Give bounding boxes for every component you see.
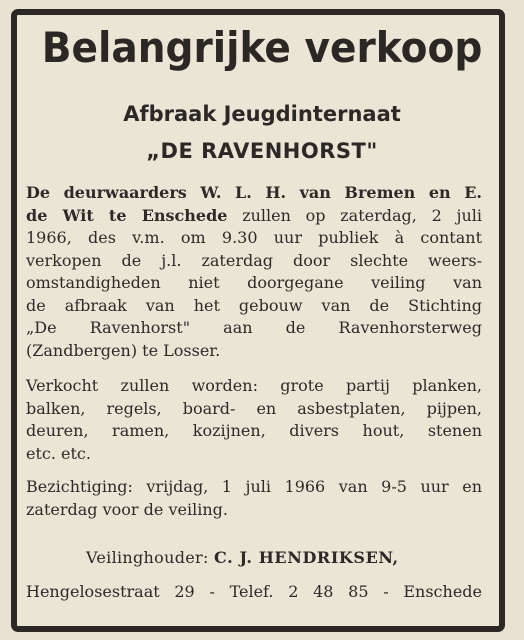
text-line: verkopen de j.l. zaterdag door slechte weers- [26,250,482,270]
text-line [26,182,482,205]
paragraph-items-for-sale [26,375,482,465]
text-line: de afbraak van het gebouw van de Stichting [26,295,482,315]
paragraph-viewing [26,476,482,521]
text-line: omstandigheden niet doorgegane veiling van [26,273,482,292]
auctioneer-name: C. J. HENDRIKSEN, [214,548,399,567]
subheading-afbraak: Afbraak Jeugdinternaat [123,102,401,126]
text-line: Bezichtiging: vrijdag, 1 juli 1966 van 9-5 uur en [26,477,482,496]
text-line: Verkocht zullen worden: grote partij planken, [26,376,482,395]
auctioneer-line [86,548,399,567]
bold-text: de Wit te Enschede [26,205,228,225]
text-line: „De Ravenhorst" aan de Ravenhorsterweg [26,318,482,337]
text-line: zaterdag voor de veiling. [26,499,228,519]
regular-text: zullen op zaterdag, 2 juli [227,205,482,225]
bold-text: De deurwaarders W. L. H. van Bremen en E. [26,183,482,202]
text-line: deuren, ramen, kozijnen, divers hout, stenen [26,421,482,440]
text-line [26,205,482,228]
text-line: (Zandbergen) te Losser. [26,340,221,360]
text-line: etc. etc. [26,443,91,463]
address-line: Hengelosestraat 29 - Telef. 2 48 85 - Enschede [26,582,482,601]
text-line: 1966, des v.m. om 9.30 uur publiek à contant [26,228,482,247]
headline: Belangrijke verkoop [41,23,483,72]
auctioneer-label: Veilinghouder: [86,548,209,567]
paragraph-auction-notice [26,182,482,362]
text-line: balken, regels, board- en asbestplaten, pijpen, [26,398,482,418]
subheading-ravenhorst: „DE RAVENHORST" [146,139,378,163]
